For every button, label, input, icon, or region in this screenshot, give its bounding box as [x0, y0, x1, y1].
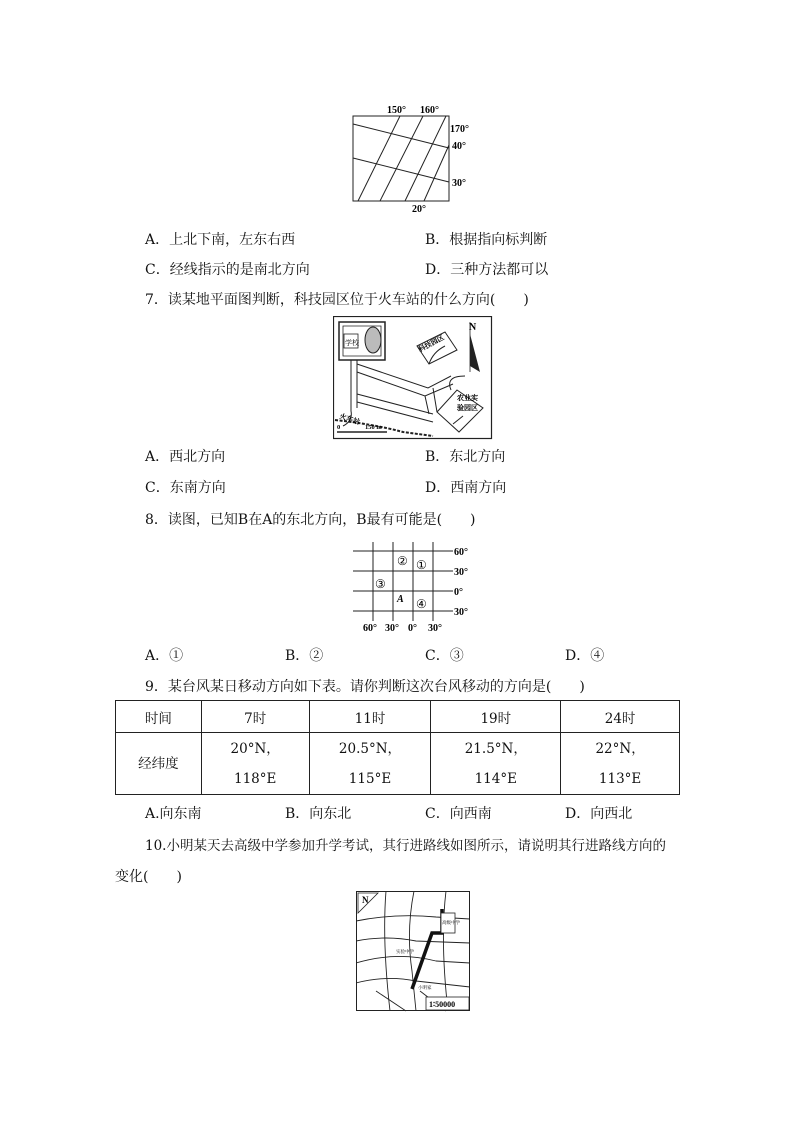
cell-19: 21.5°N， 114°E [431, 733, 561, 795]
scale-label: 150 m [365, 424, 382, 431]
route-north-label: N [362, 895, 369, 905]
scale-zero: 0 [337, 424, 341, 431]
point-4: ④ [416, 597, 427, 611]
route-scale-label: 1∶50000 [429, 1000, 456, 1009]
q7-option-d[interactable]: D．西南方向 [425, 480, 507, 496]
cell-24: 22°N， 113°E [561, 733, 680, 795]
lon-30w: 30° [385, 623, 399, 634]
q9-option-a[interactable]: A.向东南 [145, 806, 202, 822]
row-label: 经纬度 [116, 733, 202, 795]
point-a: A [397, 594, 404, 605]
q7-option-c[interactable]: C．东南方向 [145, 480, 226, 496]
header-time: 时间 [116, 701, 202, 733]
label-160: 160° [420, 105, 439, 116]
q8-option-d[interactable]: D．④ [565, 648, 605, 664]
q7-option-a[interactable]: A．西北方向 [145, 449, 226, 465]
point-3: ③ [375, 577, 386, 591]
route-mid-label: 实验中学 [396, 949, 414, 954]
graticule-figure [340, 100, 480, 215]
label-20: 20° [412, 204, 426, 215]
label-170: 170° [450, 124, 469, 135]
agri-zone-label-1: 农业实 [457, 394, 478, 402]
q6-option-b[interactable]: B．根据指向标判断 [425, 232, 548, 248]
cell-11: 20.5°N， 115°E [309, 733, 431, 795]
cell-7: 20°N， 118°E [201, 733, 309, 795]
q10-route-map [356, 891, 471, 1012]
q10-stem-line1: 10.小明某天去高级中学参加升学考试，其行进路线如图所示，请说明其行进路线方向的 [145, 838, 666, 854]
q9-stem: 9．某台风某日移动方向如下表。请你判断这次台风移动的方向是( ) [145, 679, 585, 695]
q6-option-c[interactable]: C．经线指示的是南北方向 [145, 262, 310, 278]
lon-60: 60° [363, 623, 377, 634]
route-home-label: 小明家 [418, 985, 432, 990]
agri-zone-label-2: 验园区 [457, 404, 478, 412]
north-label: N [469, 322, 477, 333]
q7-plan-map [333, 316, 493, 440]
lat-30s: 30° [454, 607, 468, 618]
q8-option-a[interactable]: A．① [145, 648, 184, 664]
q8-option-c[interactable]: C．③ [425, 648, 464, 664]
q8-grid-figure [345, 537, 475, 635]
station-label: 火车站 [338, 412, 361, 427]
q9-option-c[interactable]: C．向西南 [425, 806, 492, 822]
typhoon-table [115, 700, 680, 795]
lat-0: 0° [454, 587, 463, 598]
header-11: 11时 [309, 701, 431, 733]
route-school-label: 高级中学 [442, 920, 460, 925]
label-40: 40° [452, 141, 466, 152]
q9-option-d[interactable]: D．向西北 [565, 806, 633, 822]
q7-option-b[interactable]: B．东北方向 [425, 449, 506, 465]
lon-0: 0° [408, 623, 417, 634]
q9-option-b[interactable]: B．向东北 [285, 806, 352, 822]
tech-park-label: 科技园区 [417, 333, 446, 354]
q6-option-d[interactable]: D．三种方法都可以 [425, 262, 549, 278]
label-150: 150° [387, 105, 406, 116]
q10-stem-line2: 变化( ) [115, 869, 182, 885]
header-19: 19时 [431, 701, 561, 733]
header-24: 24时 [561, 701, 680, 733]
label-30: 30° [452, 178, 466, 189]
q8-stem: 8．读图，已知B在A的东北方向，B最有可能是( ) [145, 512, 476, 528]
q6-option-a[interactable]: A．上北下南，左东右西 [145, 232, 296, 248]
q7-stem: 7．读某地平面图判断，科技园区位于火车站的什么方向( ) [145, 292, 529, 308]
point-2: ② [397, 554, 408, 568]
table-row [116, 733, 680, 795]
school-label: 学校 [345, 339, 359, 347]
lon-30e: 30° [428, 623, 442, 634]
q8-option-b[interactable]: B．② [285, 648, 324, 664]
lat-30n: 30° [454, 567, 468, 578]
table-header-row [116, 701, 680, 733]
header-7: 7时 [201, 701, 309, 733]
point-1: ① [416, 558, 427, 572]
lat-60: 60° [454, 547, 468, 558]
